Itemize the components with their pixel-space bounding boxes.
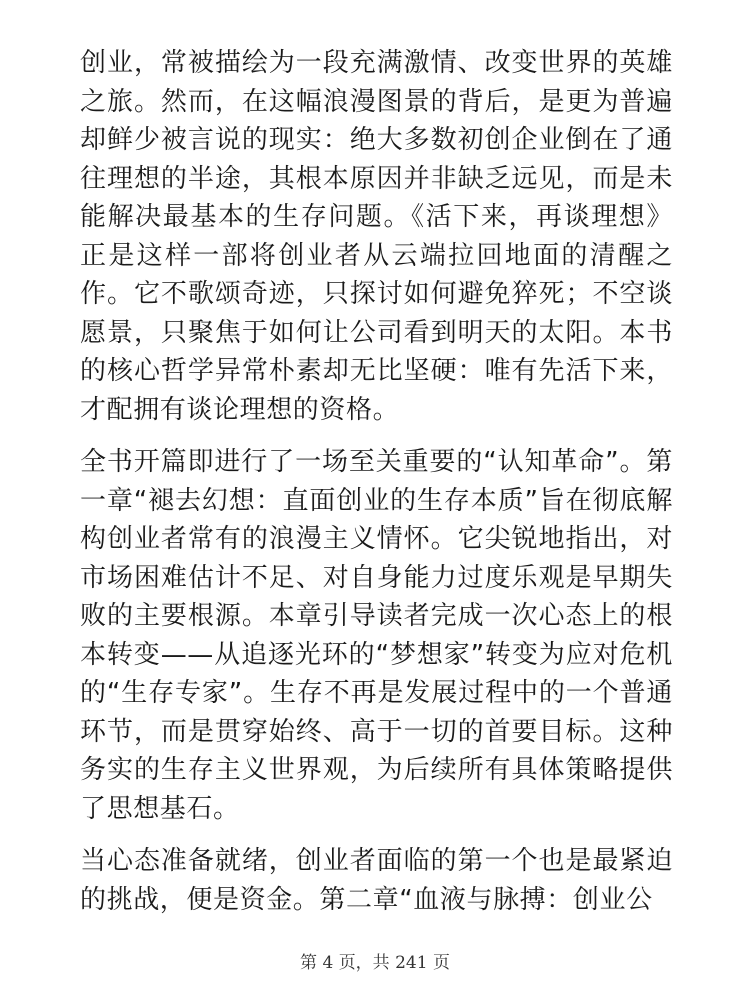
paragraph-chapter-two: 当心态准备就绪，创业者面临的第一个也是最紧迫的挑战，便是资金。第二章“血液与脉搏：创业公 [80, 846, 673, 915]
footer-middle: 页，共 [338, 953, 390, 973]
paragraph-intro: 创业，常被描绘为一段充满激情、改变世界的英雄之旅。然而，在这幅浪漫图景的背后，是更为普遍却鲜少被言说的现实：绝大多数初创企业倒在了通往理想的半途，其根本原因并非缺乏远见，而是未能解决最基本的生存问题。《活下来，再谈理想》正是这样一部将创业者从云端拉回地面的清醒之作。它不歌颂奇迹，只探讨如何避免猝死；不空谈愿景，只聚焦于如何让公司看到明天的太阳。本书的核心哲学异常朴素却无比坚硬：唯有先活下来，才配拥有谈论理想的资格。 [80, 48, 673, 425]
body-text [80, 44, 673, 933]
footer-prefix: 第 [300, 953, 318, 973]
total-pages-number: 241 [395, 953, 428, 973]
paragraph-chapter-one: 全书开篇即进行了一场至关重要的“认知革命”。第一章“褪去幻想：直面创业的生存本质”旨在彻底解构创业者常有的浪漫主义情怀。它尖锐地指出，对市场困难估计不足、对自身能力过度乐观是早期失败的主要根源。本章引导读者完成一次心态上的根本转变——从追逐光环的“梦想家”转变为应对危机的“生存专家”。生存不再是发展过程中的一个普通环节，而是贯穿始终、高于一切的首要目标。这种务实的生存主义世界观，为后续所有具体策略提供了思想基石。 [80, 447, 673, 824]
footer-suffix: 页 [432, 953, 450, 973]
page-footer [0, 948, 750, 973]
current-page-number: 4 [322, 953, 334, 973]
